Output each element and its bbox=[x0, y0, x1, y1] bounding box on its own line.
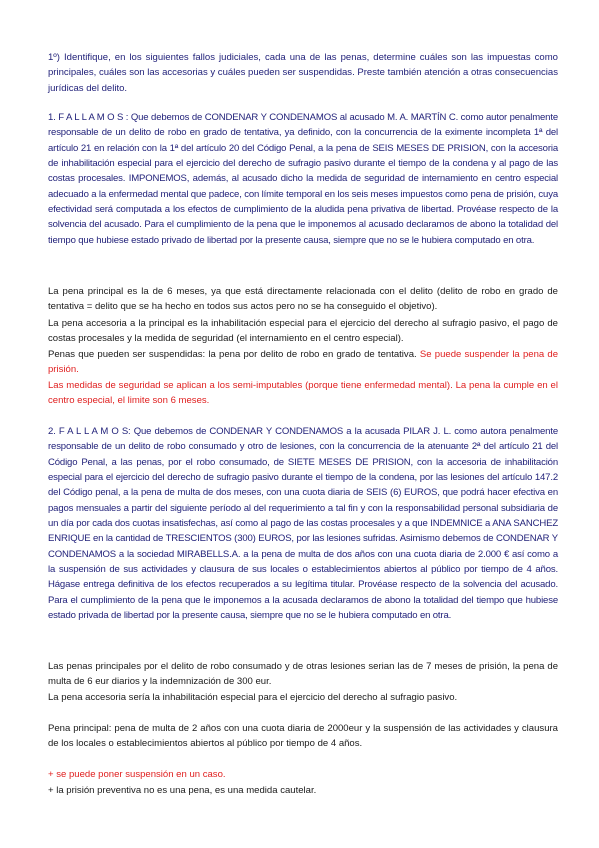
note-suspension: + se puede poner suspensión en un caso. bbox=[48, 769, 226, 780]
answer-1-medidas-seguridad: Las medidas de seguridad se aplican a los semi-imputables (porque tiene enfermedad mental). La pena la cumple en el centro especial, el limite son 6 meses. bbox=[48, 380, 558, 407]
fallo-1-paragraph bbox=[48, 110, 558, 248]
note-prision-preventiva: + la prisión preventiva no es una pena, es una medida cautelar. bbox=[48, 785, 317, 796]
answer-1-suspension bbox=[48, 347, 558, 378]
answer-2-accesoria: La pena accesoria sería la inhabilitación especial para el ejercicio del derecho al sufragio pasivo. bbox=[48, 692, 458, 703]
answer-1-suspension-text: Penas que pueden ser suspendidas: la pena por delito de robo en grado de tentativa. bbox=[48, 349, 417, 360]
answer-1-suspension-note: Se puede suspender la pena de prisión. bbox=[48, 349, 559, 376]
fallo-2-paragraph bbox=[48, 424, 558, 623]
answer-2-pena-sociedad: Pena principal: pena de multa de 2 años con una cuota diaria de 2000eur y la suspensión de las actividades y clausura de los locales o establecimientos abiertos al público por tiempo de 4 años. bbox=[48, 723, 558, 750]
fallo-1-heading: 1. F A L L A M O S : bbox=[48, 112, 129, 123]
answer-1-accesoria: La pena accesoria a la principal es la inhabilitación especial para el ejercicio del derecho al sufragio pasivo, el pago de costas procesales y la medida de seguridad (el internamiento en el centro especial). bbox=[48, 318, 558, 345]
answer-1-principal: La pena principal es la de 6 meses, ya que está directamente relacionada con el delito (delito de robo en grado de tentativa = delito que se ha hecho en todos sus actos pero no se ha conseguido el objetivo). bbox=[48, 286, 558, 313]
fallo-1-text: Que debemos de CONDENAR Y CONDENAMOS al acusado M. A. MARTÍN C. como autor penalmente responsable de un delito de robo en grado de tentativa, ya definido, con la concurrencia de la eximente incompleta 1ª del artículo 21 en relación con la 1ª del artículo 20 del Código Penal, a la pena de SEIS MESES DE PRISION, con la accesoria de inhabilitación especial para el ejercicio del derecho de sufragio pasivo durante el tiempo de la condena y al pago de las costas procesales. IMPONEMOS, además, al acusado dicho la medida de seguridad de internamiento en centro especial adecuado a la enfermedad mental que padece, con límite temporal en los seis meses impuestos como pena de prisión, cuya efectividad será computada a los efectos de cumplimiento de la aludida pena privativa de libertad. Provéase respecto de la solvencia del acusado. Para el cumplimiento de la pena que le imponemos al acusado declaramos de abono la totalidad del tiempo que hubiese estado privado de libertad por la presente causa, siempre que no se le hubiera computado en otra. bbox=[48, 112, 558, 246]
exercise-statement: 1º) Identifique, en los siguientes fallos judiciales, cada una de las penas, determine cuáles son las impuestas como principales, cuáles son las accesorias y cuáles pueden ser suspendidas. Preste también atención a otras consecuencias jurídicas del delito. bbox=[48, 52, 558, 94]
fallo-2-heading: 2. F A L L A M O S: bbox=[48, 426, 131, 437]
answer-2-principales: Las penas principales por el delito de robo consumado y de otras lesiones serian las de 7 meses de prisión, la pena de multa de 6 eur diarios y la indemnización de 300 eur. bbox=[48, 661, 558, 688]
fallo-2-text: Que debemos de CONDENAR Y CONDENAMOS a la acusada PILAR J. L. como autora penalmente responsable de un delito de robo consumado y otro de lesiones, con la concurrencia de la atenuante 2ª del artículo 21 del Código Penal, a las penas, por el robo consumado, de SIETE MESES DE PRISION, con la accesoria de inhabilitación especial para el ejercicio del derecho de sufragio pasivo durante el tiempo de la condena, por las lesiones del artículo 147.2 del Código penal, a la pena de multa de dos meses, con una cuota diaria de SEIS (6) EUROS, que podrá hacer efectiva en pagos mensuales a partir del siguiente período al del requerimiento a tal fin y con la responsabilidad personal subsidiaria de un día por cada dos cuotas insatisfechas, así como al pago de las costas procesales y a que INDEMNICE a ANA SANCHEZ ENRIQUE en la cantidad de TRESCIENTOS (300) EUROS, por las lesiones sufridas. Asimismo debemos de CONDENAR Y CONDENAMOS a la sociedad MIRABELLS.A. a la pena de multa de dos años con una cuota diaria de 2.000 € así como a la suspensión de sus actividades y clausura de sus locales o establecimientos abiertos al público por tiempo de 4 años. Hágase entrega definitiva de los efectos recuperados a su legítima titular. Provéase respecto de la solvencia del acusado. Para el cumplimiento de la pena que le imponemos a la acusada declaramos de abono la totalidad del tiempo que hubiese estado privada de libertad por la presente causa, siempre que no se le hubiera computado en otra. bbox=[48, 426, 558, 622]
